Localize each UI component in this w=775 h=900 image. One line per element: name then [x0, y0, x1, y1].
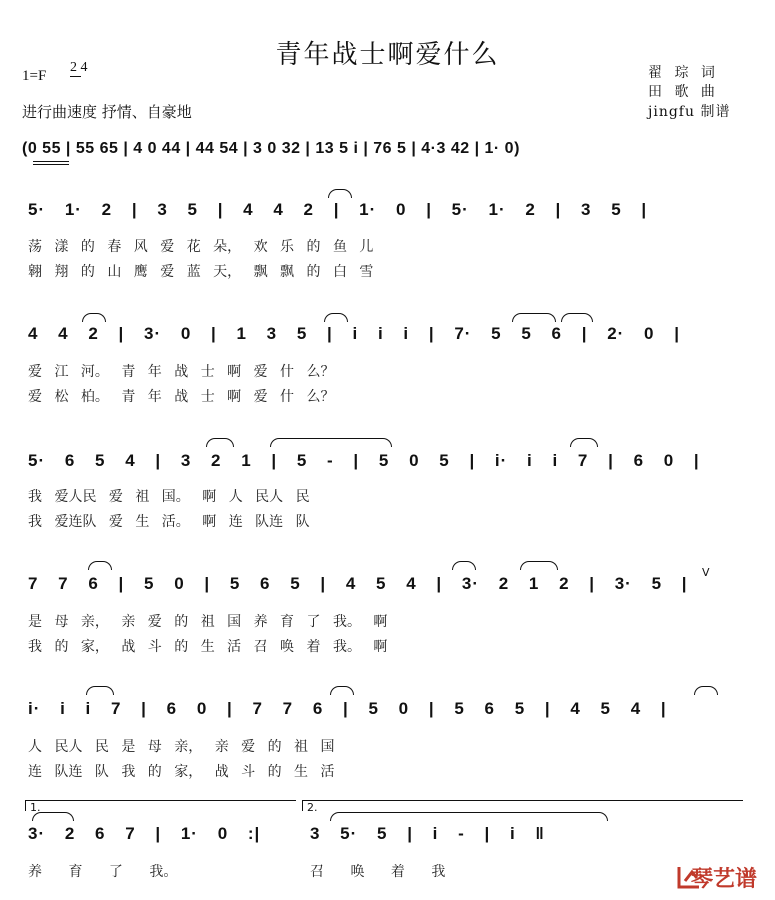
system-5-lyrics-verse-1: 人 民人 民 是 母 亲， 亲 爱 的 祖 国 [28, 739, 335, 755]
system-6-lyrics-ending-2: 召 唤 着 我 [310, 864, 446, 880]
composer-credit: 田 歌 曲 [648, 84, 719, 100]
volta-1-label: 1. [30, 801, 41, 814]
breath-mark: V [702, 566, 710, 579]
watermark-text: 琴艺谱 [690, 867, 757, 892]
lyricist-credit: 翟 琮 词 [648, 65, 719, 81]
system-5-lyrics-verse-2: 连 队连 队 我 的 家， 战 斗 的 生 活 [28, 764, 335, 780]
system-3-lyrics-verse-1: 我 爱人民 爱 祖 国。 啊 人 民人 民 [28, 489, 310, 505]
system-3-notes: 5· 6 5 4 | 3 2 1 | 5 - | 5 0 5 | i· i i 7 | 6 0 | [28, 451, 700, 470]
system-6-notes-ending-1: 3· 2 6 7 | 1· 0 :| [28, 824, 261, 843]
system-4-notes: 7 7 6 | 5 0 | 5 6 5 | 4 5 4 | 3· 2 1 2 | 3· 5 | [28, 574, 688, 593]
tempo-marking: 进行曲速度 抒情、自豪地 [22, 103, 192, 121]
system-2-lyrics-verse-2: 爱 松 柏。 青 年 战 士 啊 爱 什 么？ [28, 389, 335, 405]
system-6-lyrics-ending-1: 养 育 了 我。 [28, 864, 178, 880]
volta-2-label: 2. [307, 801, 318, 814]
system-1-notes: 5· 1· 2 | 3 5 | 4 4 2 | 1· 0 | 5· 1· 2 | 3 5 | [28, 200, 648, 219]
key-signature: 1=F [22, 68, 47, 84]
system-1-lyrics-verse-1: 荡 漾 的 春 风 爱 花 朵， 欢 乐 的 鱼 儿 [28, 239, 374, 255]
meter-bottom: 4 [80, 60, 88, 75]
system-6-notes-ending-2: 3 5· 5 | i - | i ‖ [310, 824, 545, 843]
system-5-notes: i· i i 7 | 6 0 | 7 7 6 | 5 0 | 5 6 5 | 4 5 4 | [28, 699, 667, 718]
system-4-lyrics-verse-2: 我 的 家， 战 斗 的 生 活 召 唤 着 我。 啊 [28, 639, 388, 655]
system-4-lyrics-verse-1: 是 母 亲， 亲 爱 的 祖 国 养 育 了 我。 啊 [28, 614, 388, 630]
page-title: 青年战士啊爱什么 [275, 40, 500, 70]
intro-notation: (0 55 | 55 65 | 4 0 44 | 44 54 | 3 0 32 | 13 5 i | 76 5 | 4·3 42 | 1· 0) [22, 140, 520, 157]
system-3-lyrics-verse-2: 我 爱连队 爱 生 活。 啊 连 队连 队 [28, 514, 310, 530]
system-1-lyrics-verse-2: 翱 翔 的 山 鹰 爱 蓝 天， 飘 飘 的 白 雪 [28, 264, 374, 280]
time-signature [70, 60, 88, 75]
arranger-credit: jingfu 制谱 [648, 104, 731, 120]
system-2-notes: 4 4 2 | 3· 0 | 1 3 5 | i i i | 7· 5 5 6 | 2· 0 | [28, 324, 680, 343]
meter-top: 2 [70, 60, 77, 75]
system-2-lyrics-verse-1: 爱 江 河。 青 年 战 士 啊 爱 什 么？ [28, 364, 335, 380]
